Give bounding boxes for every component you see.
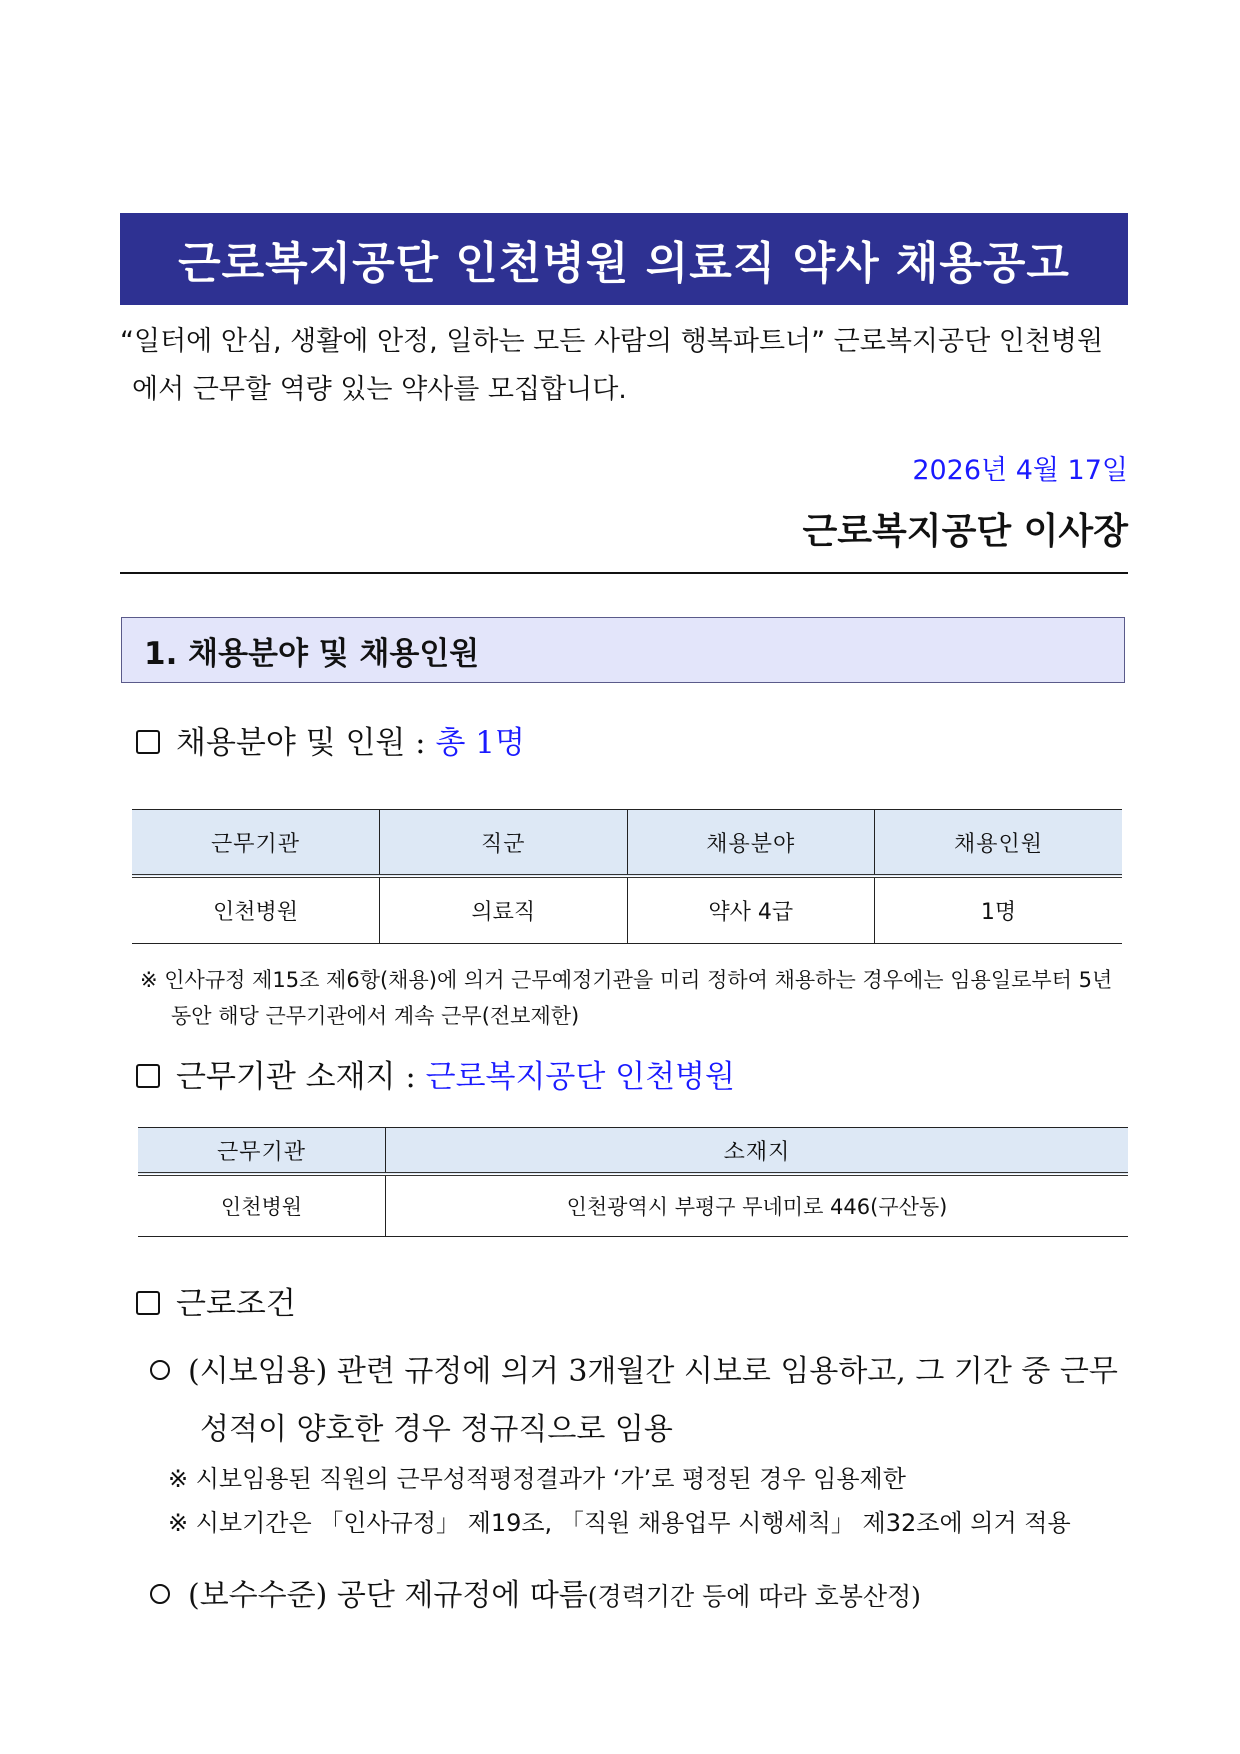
table-header: 근무기관 <box>132 810 380 877</box>
table-cell: 1명 <box>875 876 1123 944</box>
table-header: 채용분야 <box>627 810 875 877</box>
circle-bullet-icon <box>150 1584 170 1604</box>
field-heading-label: 채용분야 및 인원 : <box>176 725 436 761</box>
checkbox-square-icon <box>136 730 160 754</box>
announcement-date: 2026년 4월 17일 <box>912 455 1128 486</box>
salary-text: 공단 제규정에 따름 <box>327 1578 588 1613</box>
checkbox-square-icon <box>136 1064 160 1088</box>
table-cell: 인천병원 <box>132 876 380 944</box>
divider <box>120 572 1128 574</box>
field-heading-value: 총 1명 <box>435 725 525 761</box>
field-heading <box>136 717 525 762</box>
table-cell: 의료직 <box>380 876 628 944</box>
location-table <box>138 1127 1128 1237</box>
table-cell: 인천병원 <box>138 1174 386 1237</box>
note-line-2: 동안 해당 근무기관에서 계속 근무(전보제한) <box>171 1004 580 1028</box>
probation-item <box>150 1343 1130 1459</box>
table-cell: 인천광역시 부평구 무네미로 446(구산동) <box>386 1174 1129 1237</box>
section-1-heading: 1. 채용분야 및 채용인원 <box>121 617 1125 683</box>
issuer: 근로복지공단 이사장 <box>802 511 1128 552</box>
probation-text: 관련 규정에 의거 3개월간 시보로 임용하고, 그 기간 중 근무 <box>327 1354 1118 1389</box>
table-row <box>138 1174 1128 1237</box>
probation-label: (시보임용) <box>188 1354 328 1389</box>
table-header: 직군 <box>380 810 628 877</box>
location-heading-label: 근무기관 소재지 : <box>176 1059 426 1095</box>
intro-paragraph <box>120 318 1130 414</box>
probation-text-line-2: 성적이 양호한 경우 정규직으로 임용 <box>200 1412 673 1447</box>
table-header: 채용인원 <box>875 810 1123 877</box>
table-header: 근무기관 <box>138 1128 386 1175</box>
circle-bullet-icon <box>150 1360 170 1380</box>
table-header-row <box>132 810 1122 877</box>
note-line-1: ※ 인사규정 제15조 제6항(채용)에 의거 근무예정기관을 미리 정하여 채용하는 경우에는 임용일로부터 5년 <box>140 968 1113 992</box>
location-heading-value: 근로복지공단 인천병원 <box>425 1059 735 1095</box>
salary-paren: (경력기간 등에 따라 호봉산정) <box>587 1582 921 1611</box>
salary-label: (보수수준) <box>188 1578 328 1613</box>
intro-line-1: “일터에 안심, 생활에 안정, 일하는 모든 사람의 행복파트너” 근로복지공단 인천병원 <box>120 326 1104 357</box>
probation-note-2: ※ 시보기간은 「인사규정」 제19조, 「직원 채용업무 시행세칙」 제32조에 의거 적용 <box>168 1509 1071 1537</box>
page-title: 근로복지공단 인천병원 의료직 약사 채용공고 <box>120 213 1128 305</box>
table-cell: 약사 4급 <box>627 876 875 944</box>
probation-note-1: ※ 시보임용된 직원의 근무성적평정결과가 ‘가’로 평정된 경우 임용제한 <box>168 1465 906 1493</box>
checkbox-square-icon <box>136 1291 160 1315</box>
conditions-heading <box>136 1278 296 1323</box>
table-header: 소재지 <box>386 1128 1129 1175</box>
salary-item <box>150 1570 1130 1614</box>
transfer-restriction-note <box>140 962 1125 1034</box>
location-heading <box>136 1051 735 1096</box>
intro-line-2: 에서 근무할 역량 있는 약사를 모집합니다. <box>132 374 627 405</box>
table-row <box>132 876 1122 944</box>
recruitment-table <box>132 809 1122 944</box>
conditions-heading-label: 근로조건 <box>176 1286 296 1322</box>
table-header-row <box>138 1128 1128 1175</box>
